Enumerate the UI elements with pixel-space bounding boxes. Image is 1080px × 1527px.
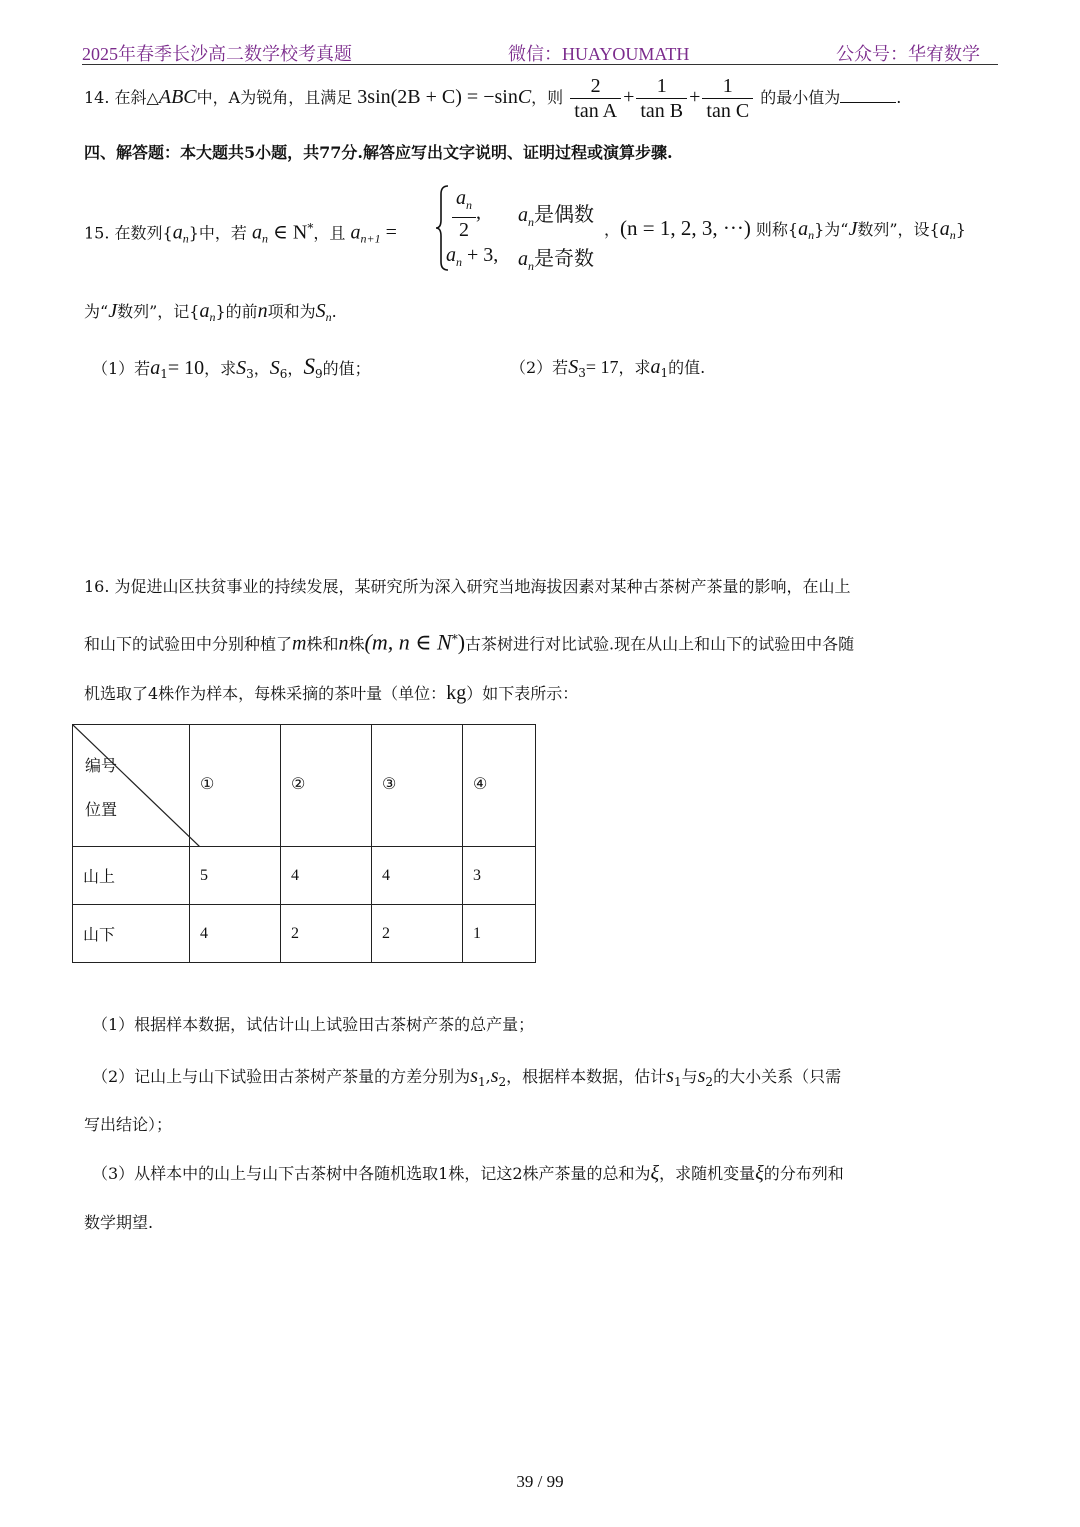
question-15-part2: （2）若$S_3= 17$，求$a_1$的值.	[510, 356, 706, 381]
header-left: 2025年春季长沙高二数学校考真题	[82, 44, 352, 64]
question-16-part2-line2: 写出结论）；	[84, 1115, 173, 1134]
fraction-1-tanB: $\frac{1}{\text{tan B}}$	[636, 74, 687, 123]
row-label: 山下	[73, 905, 190, 963]
corner-label-position: 位置	[85, 800, 118, 819]
question-14: 14. 在斜△ABC中，A为锐角，且满足 3sin(2B + C) = −sinC，则 $\frac{2}{\text{tan A}}$ + $\frac{1}{\text{tan B}}$ + $\frac{1}{\text{tan C}}$ 的最小值为 .	[84, 75, 902, 122]
question-16-line1: 16. 为促进山区扶贫事业的持续发展，某研究所为深入研究当地海拔因素对某种古茶树产茶量的影响，在山上	[84, 577, 851, 596]
header-center: 微信：HUAYOUMATH	[508, 44, 690, 64]
table-header-cell: ②	[281, 725, 372, 847]
question-16-part3: （3）从样本中的山上与山下古茶树中各随机选取1株，记这2株产茶量的总和为ξ，求随机变量ξ的分布列和	[92, 1162, 844, 1184]
question-15-line1: 15. 在数列$\{a_n\}$中，若 $a_n$ ∈ N*，且 $a_{n+1}$ =	[84, 221, 397, 246]
piecewise-case-even: $\frac{a_n}{2}$ ,	[452, 186, 481, 242]
section-4-heading: 四、解答题：本大题共5小题，共77分.解答应写出文字说明、证明过程或演算步骤.	[84, 143, 673, 162]
table-header-cell: ③	[372, 725, 463, 847]
table-header-cell: ④	[463, 725, 536, 847]
table-cell: 4	[372, 847, 463, 905]
question-16-part2: （2）记山上与山下试验田古茶树产茶量的方差分别为$s_1,s_2$，根据样本数据，估计$s_1$与$s_2$的大小关系（只需	[92, 1065, 842, 1090]
table-row	[73, 847, 536, 905]
question-15-part1: （1）若$a_1= 10$，求$S_3$，$S_6$，$S_9$的值；	[92, 354, 371, 382]
table-header-row	[73, 725, 536, 847]
question-16-line3: 机选取了4株作为样本，每株采摘的茶叶量（单位：kg）如下表所示：	[84, 682, 579, 704]
table-cell: 4	[281, 847, 372, 905]
table-cell: 4	[190, 905, 281, 963]
corner-label-number: 编号	[85, 756, 118, 775]
table-header-cell: ①	[190, 725, 281, 847]
table-corner-cell	[73, 725, 190, 847]
page-number: 39 / 99	[516, 1472, 564, 1491]
piecewise-case-odd: $a_n + 3$,	[446, 244, 499, 269]
question-16-line2: 和山下的试验田中分别种植了m株和n株(m, n ∈ N*)古茶树进行对比试验.现在从山上和山下的试验田中各随	[84, 629, 855, 655]
table-cell: 2	[372, 905, 463, 963]
question-16-part3-line2: 数学期望.	[84, 1213, 154, 1232]
table-cell: 1	[463, 905, 536, 963]
question-15-line2: 为“J数列”，记$\{a_n\}$的前n项和为$S_n$.	[84, 300, 337, 325]
fraction-1-tanC: $\frac{1}{\text{tan C}}$	[702, 74, 753, 123]
tea-yield-table	[72, 724, 536, 963]
fraction-2-tanA: $\frac{2}{\text{tan A}}$	[570, 74, 621, 123]
question-15-line1-right: ，(n = 1, 2, 3, ···) 则称$\{a_n\}$为“J数列”，设$\{a_n\}$	[604, 216, 966, 243]
answer-blank	[840, 84, 896, 103]
case-even-condition: $a_n$是偶数	[518, 202, 594, 229]
table-cell: 2	[281, 905, 372, 963]
table-cell: 3	[463, 847, 536, 905]
question-16-part1: （1）根据样本数据，试估计山上试验田古茶树产茶的总产量；	[92, 1015, 535, 1034]
table-cell: 5	[190, 847, 281, 905]
diagonal-line	[73, 725, 200, 847]
row-label: 山上	[73, 847, 190, 905]
header-divider	[82, 64, 998, 65]
table-row	[73, 905, 536, 963]
case-odd-condition: $a_n$是奇数	[518, 246, 594, 273]
header-right: 公众号：华宥数学	[836, 44, 980, 64]
